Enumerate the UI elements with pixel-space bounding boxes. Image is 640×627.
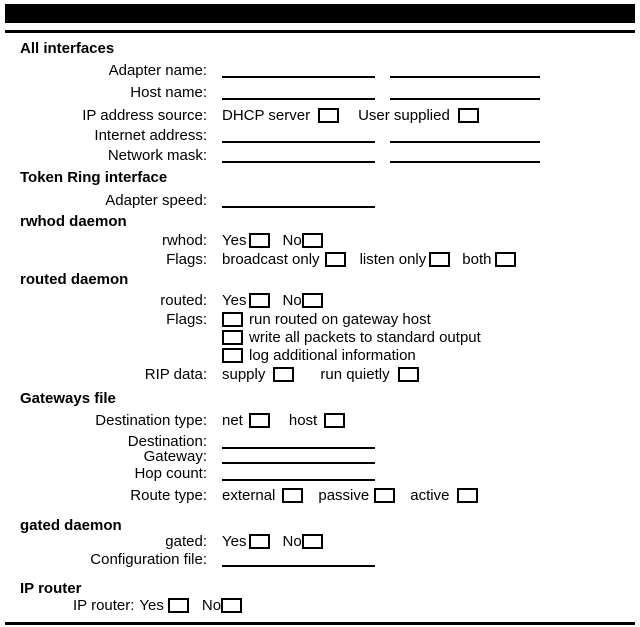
rwhod-no-checkbox[interactable] — [302, 233, 323, 248]
host-name-blank-1[interactable] — [222, 98, 375, 100]
network-mask-blank-1[interactable] — [222, 161, 375, 163]
section-heading-token-ring: Token Ring interface — [20, 169, 168, 186]
net-label: net — [222, 412, 243, 429]
route-type-label: Route type: — [130, 487, 207, 504]
field-row-rwhod-flags — [0, 252, 516, 268]
ip-router-yes-checkbox[interactable] — [168, 598, 189, 613]
passive-checkbox[interactable] — [374, 488, 395, 503]
adapter-speed-label: Adapter speed: — [105, 192, 207, 209]
bottom-rule — [5, 622, 635, 625]
net-checkbox[interactable] — [249, 413, 270, 428]
adapter-speed-blank[interactable] — [222, 206, 375, 208]
gated-no-checkbox[interactable] — [302, 534, 323, 549]
field-row-routed-yesno — [0, 293, 323, 309]
external-checkbox[interactable] — [282, 488, 303, 503]
section-heading-routed: routed daemon — [20, 271, 129, 288]
run-quietly-label: run quietly — [320, 366, 390, 383]
field-row-internet-address — [0, 128, 540, 144]
hop-count-label: Hop count: — [134, 465, 207, 482]
host-name-label: Host name: — [130, 84, 207, 101]
section-heading-ip-router: IP router — [20, 580, 82, 597]
section-heading-gated: gated daemon — [20, 517, 122, 534]
routed-yes-label: Yes — [222, 292, 247, 309]
adapter-name-blank-2[interactable] — [390, 76, 540, 78]
supply-checkbox[interactable] — [273, 367, 294, 382]
configuration-file-label: Configuration file: — [90, 551, 207, 568]
rwhod-flags-label: Flags: — [166, 251, 207, 268]
destination-label: Destination: — [127, 433, 207, 450]
log-info-checkbox[interactable] — [222, 348, 243, 363]
field-row-ip-address-source — [0, 108, 479, 124]
ip-address-source-label: IP address source: — [82, 107, 207, 124]
gateway-label: Gateway: — [143, 448, 207, 465]
field-row-destination-type — [0, 413, 345, 429]
dhcp-server-checkbox[interactable] — [318, 108, 339, 123]
field-row-rwhod-yesno — [0, 233, 323, 249]
field-row-gateway — [0, 449, 375, 465]
routed-no-label: No — [282, 292, 302, 309]
field-row-gated-yesno — [0, 534, 323, 550]
both-label: both — [462, 251, 492, 268]
field-row-route-type — [0, 488, 478, 504]
listen-only-checkbox[interactable] — [429, 252, 450, 267]
field-row-hop-count — [0, 466, 375, 482]
rip-data-label: RIP data: — [144, 366, 207, 383]
gated-yes-label: Yes — [222, 533, 247, 550]
section-heading-gateways-file: Gateways file — [20, 390, 116, 407]
destination-type-label: Destination type: — [95, 412, 207, 429]
field-row-adapter-name — [0, 63, 540, 79]
run-routed-checkbox[interactable] — [222, 312, 243, 327]
adapter-name-blank-1[interactable] — [222, 76, 375, 78]
log-info-label: log additional information — [249, 347, 416, 364]
passive-label: passive — [318, 487, 370, 504]
internet-address-label: Internet address: — [94, 127, 207, 144]
run-quietly-checkbox[interactable] — [398, 367, 419, 382]
routed-flags-label: Flags: — [166, 311, 207, 328]
field-row-routed-flag-log-info — [0, 348, 416, 364]
routed-no-checkbox[interactable] — [302, 293, 323, 308]
host-label: host — [288, 412, 318, 429]
network-mask-label: Network mask: — [107, 147, 207, 164]
both-checkbox[interactable] — [495, 252, 516, 267]
network-mask-blank-2[interactable] — [390, 161, 540, 163]
field-row-adapter-speed — [0, 193, 375, 209]
dhcp-server-label: DHCP server — [222, 107, 311, 124]
field-row-routed-flag-run-routed — [0, 312, 431, 328]
rwhod-label: rwhod: — [161, 232, 207, 249]
broadcast-only-checkbox[interactable] — [325, 252, 346, 267]
user-supplied-label: User supplied — [358, 107, 450, 124]
routed-label: routed: — [160, 292, 207, 309]
run-routed-label: run routed on gateway host — [249, 311, 431, 328]
configuration-file-blank[interactable] — [222, 565, 375, 567]
top-rule — [5, 30, 635, 33]
listen-only-label: listen only — [359, 251, 427, 268]
active-label: active — [410, 487, 450, 504]
hop-count-blank[interactable] — [222, 479, 375, 481]
internet-address-blank-1[interactable] — [222, 141, 375, 143]
ip-router-label: IP router: — [73, 597, 135, 614]
field-row-rip-data — [0, 367, 419, 383]
internet-address-blank-2[interactable] — [390, 141, 540, 143]
gateway-blank[interactable] — [222, 462, 375, 464]
ip-router-no-label: No — [201, 597, 222, 614]
host-name-blank-2[interactable] — [390, 98, 540, 100]
supply-label: supply — [222, 366, 266, 383]
ip-router-yes-label: Yes — [139, 597, 164, 614]
gated-no-label: No — [282, 533, 302, 550]
external-label: external — [222, 487, 276, 504]
active-checkbox[interactable] — [457, 488, 478, 503]
field-row-routed-flag-write-packets — [0, 330, 481, 346]
broadcast-only-label: broadcast only — [222, 251, 320, 268]
section-heading-rwhod: rwhod daemon — [20, 213, 127, 230]
rwhod-yes-label: Yes — [222, 232, 247, 249]
field-row-ip-router-yesno — [73, 598, 242, 614]
host-checkbox[interactable] — [324, 413, 345, 428]
field-row-network-mask — [0, 148, 540, 164]
rwhod-no-label: No — [282, 232, 302, 249]
write-packets-checkbox[interactable] — [222, 330, 243, 345]
gated-yes-checkbox[interactable] — [249, 534, 270, 549]
field-row-host-name — [0, 85, 540, 101]
adapter-name-label: Adapter name: — [108, 62, 207, 79]
title-bar — [5, 4, 635, 23]
gated-label: gated: — [165, 533, 207, 550]
routed-yes-checkbox[interactable] — [249, 293, 270, 308]
user-supplied-checkbox[interactable] — [458, 108, 479, 123]
rwhod-yes-checkbox[interactable] — [249, 233, 270, 248]
section-heading-all-interfaces: All interfaces — [20, 40, 115, 57]
ip-router-no-checkbox[interactable] — [221, 598, 242, 613]
field-row-configuration-file — [0, 552, 375, 568]
write-packets-label: write all packets to standard output — [249, 329, 481, 346]
